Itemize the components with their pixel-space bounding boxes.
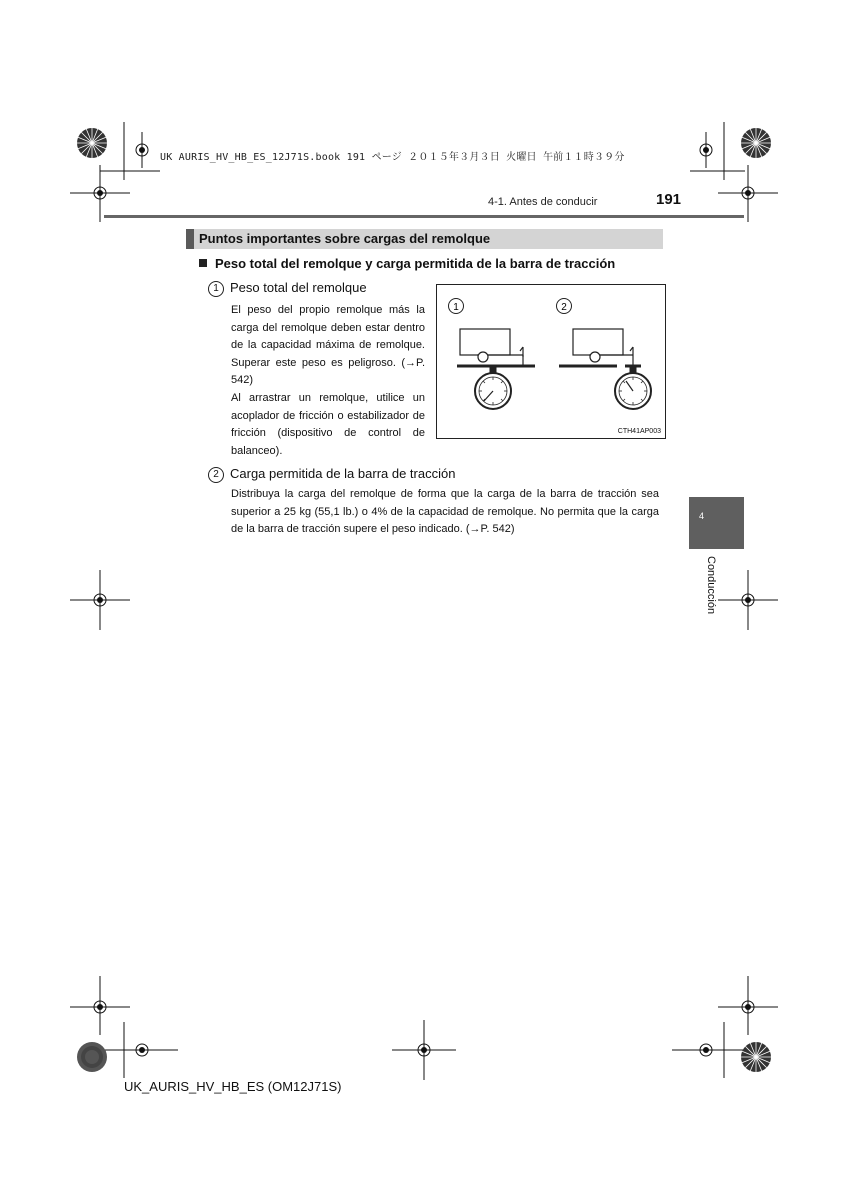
item-1-paragraph-1: El peso del propio remolque más la carga del remolque deben estar dentro de la capacidad máxima de remolque. Superar este peso es peligroso. (→P. 542) <box>231 304 425 386</box>
item-1-paragraph-2: Al arrastrar un remolque, utilice un acoplador de fricción o estabilizador de fricción (dispositivo de control de balanceo). <box>231 392 425 457</box>
sub-heading <box>199 256 615 271</box>
square-bullet-icon <box>199 259 207 267</box>
figure-label-2 <box>557 299 572 314</box>
chapter-tab <box>689 497 744 549</box>
item-2-title <box>208 466 455 483</box>
scale-dial-icon <box>615 368 651 409</box>
section-title: Puntos importantes sobre cargas del remolque <box>199 231 491 246</box>
trailer-icon <box>559 329 641 366</box>
title-accent <box>186 229 194 249</box>
item-2-title-text: Carga permitida de la barra de tracción <box>230 466 456 481</box>
print-header: UK AURIS_HV_HB_ES_12J71S.book 191 ページ ２０１５年３月３日 火曜日 午前１１時３９分 <box>160 152 625 163</box>
section-label: 4-1. Antes de conducir <box>488 196 598 208</box>
scale-dial-icon <box>475 368 511 409</box>
item-2-paragraph-1: Distribuya la carga del remolque de forma que la carga de la barra de tracción sea superior a 25 kg (55,1 lb.) o 4% de la capacidad de remolque. No permita que la carga de la barra de tracción supere el peso indicado. (→P. 542) <box>231 488 659 535</box>
item-1-title <box>208 280 367 297</box>
item-2-number: 2 <box>208 467 224 483</box>
header-rule <box>104 215 744 218</box>
svg-text:1: 1 <box>453 302 459 313</box>
page-number: 191 <box>656 191 682 208</box>
section-title-bar <box>186 229 663 249</box>
trailer-figure <box>436 284 666 439</box>
chapter-name: Conducción <box>705 556 717 615</box>
sub-heading-text: Peso total del remolque y carga permitida de la barra de tracción <box>215 256 616 271</box>
footer-code: UK_AURIS_HV_HB_ES (OM12J71S) <box>124 1079 342 1094</box>
figure-code: CTH41AP003 <box>617 428 661 435</box>
trailer-icon <box>457 329 535 366</box>
item-1-title-text: Peso total del remolque <box>230 280 367 295</box>
figure-label-1 <box>449 299 464 314</box>
item-1-number: 1 <box>208 281 224 297</box>
svg-text:2: 2 <box>561 302 567 313</box>
chapter-number: 4 <box>699 511 705 521</box>
